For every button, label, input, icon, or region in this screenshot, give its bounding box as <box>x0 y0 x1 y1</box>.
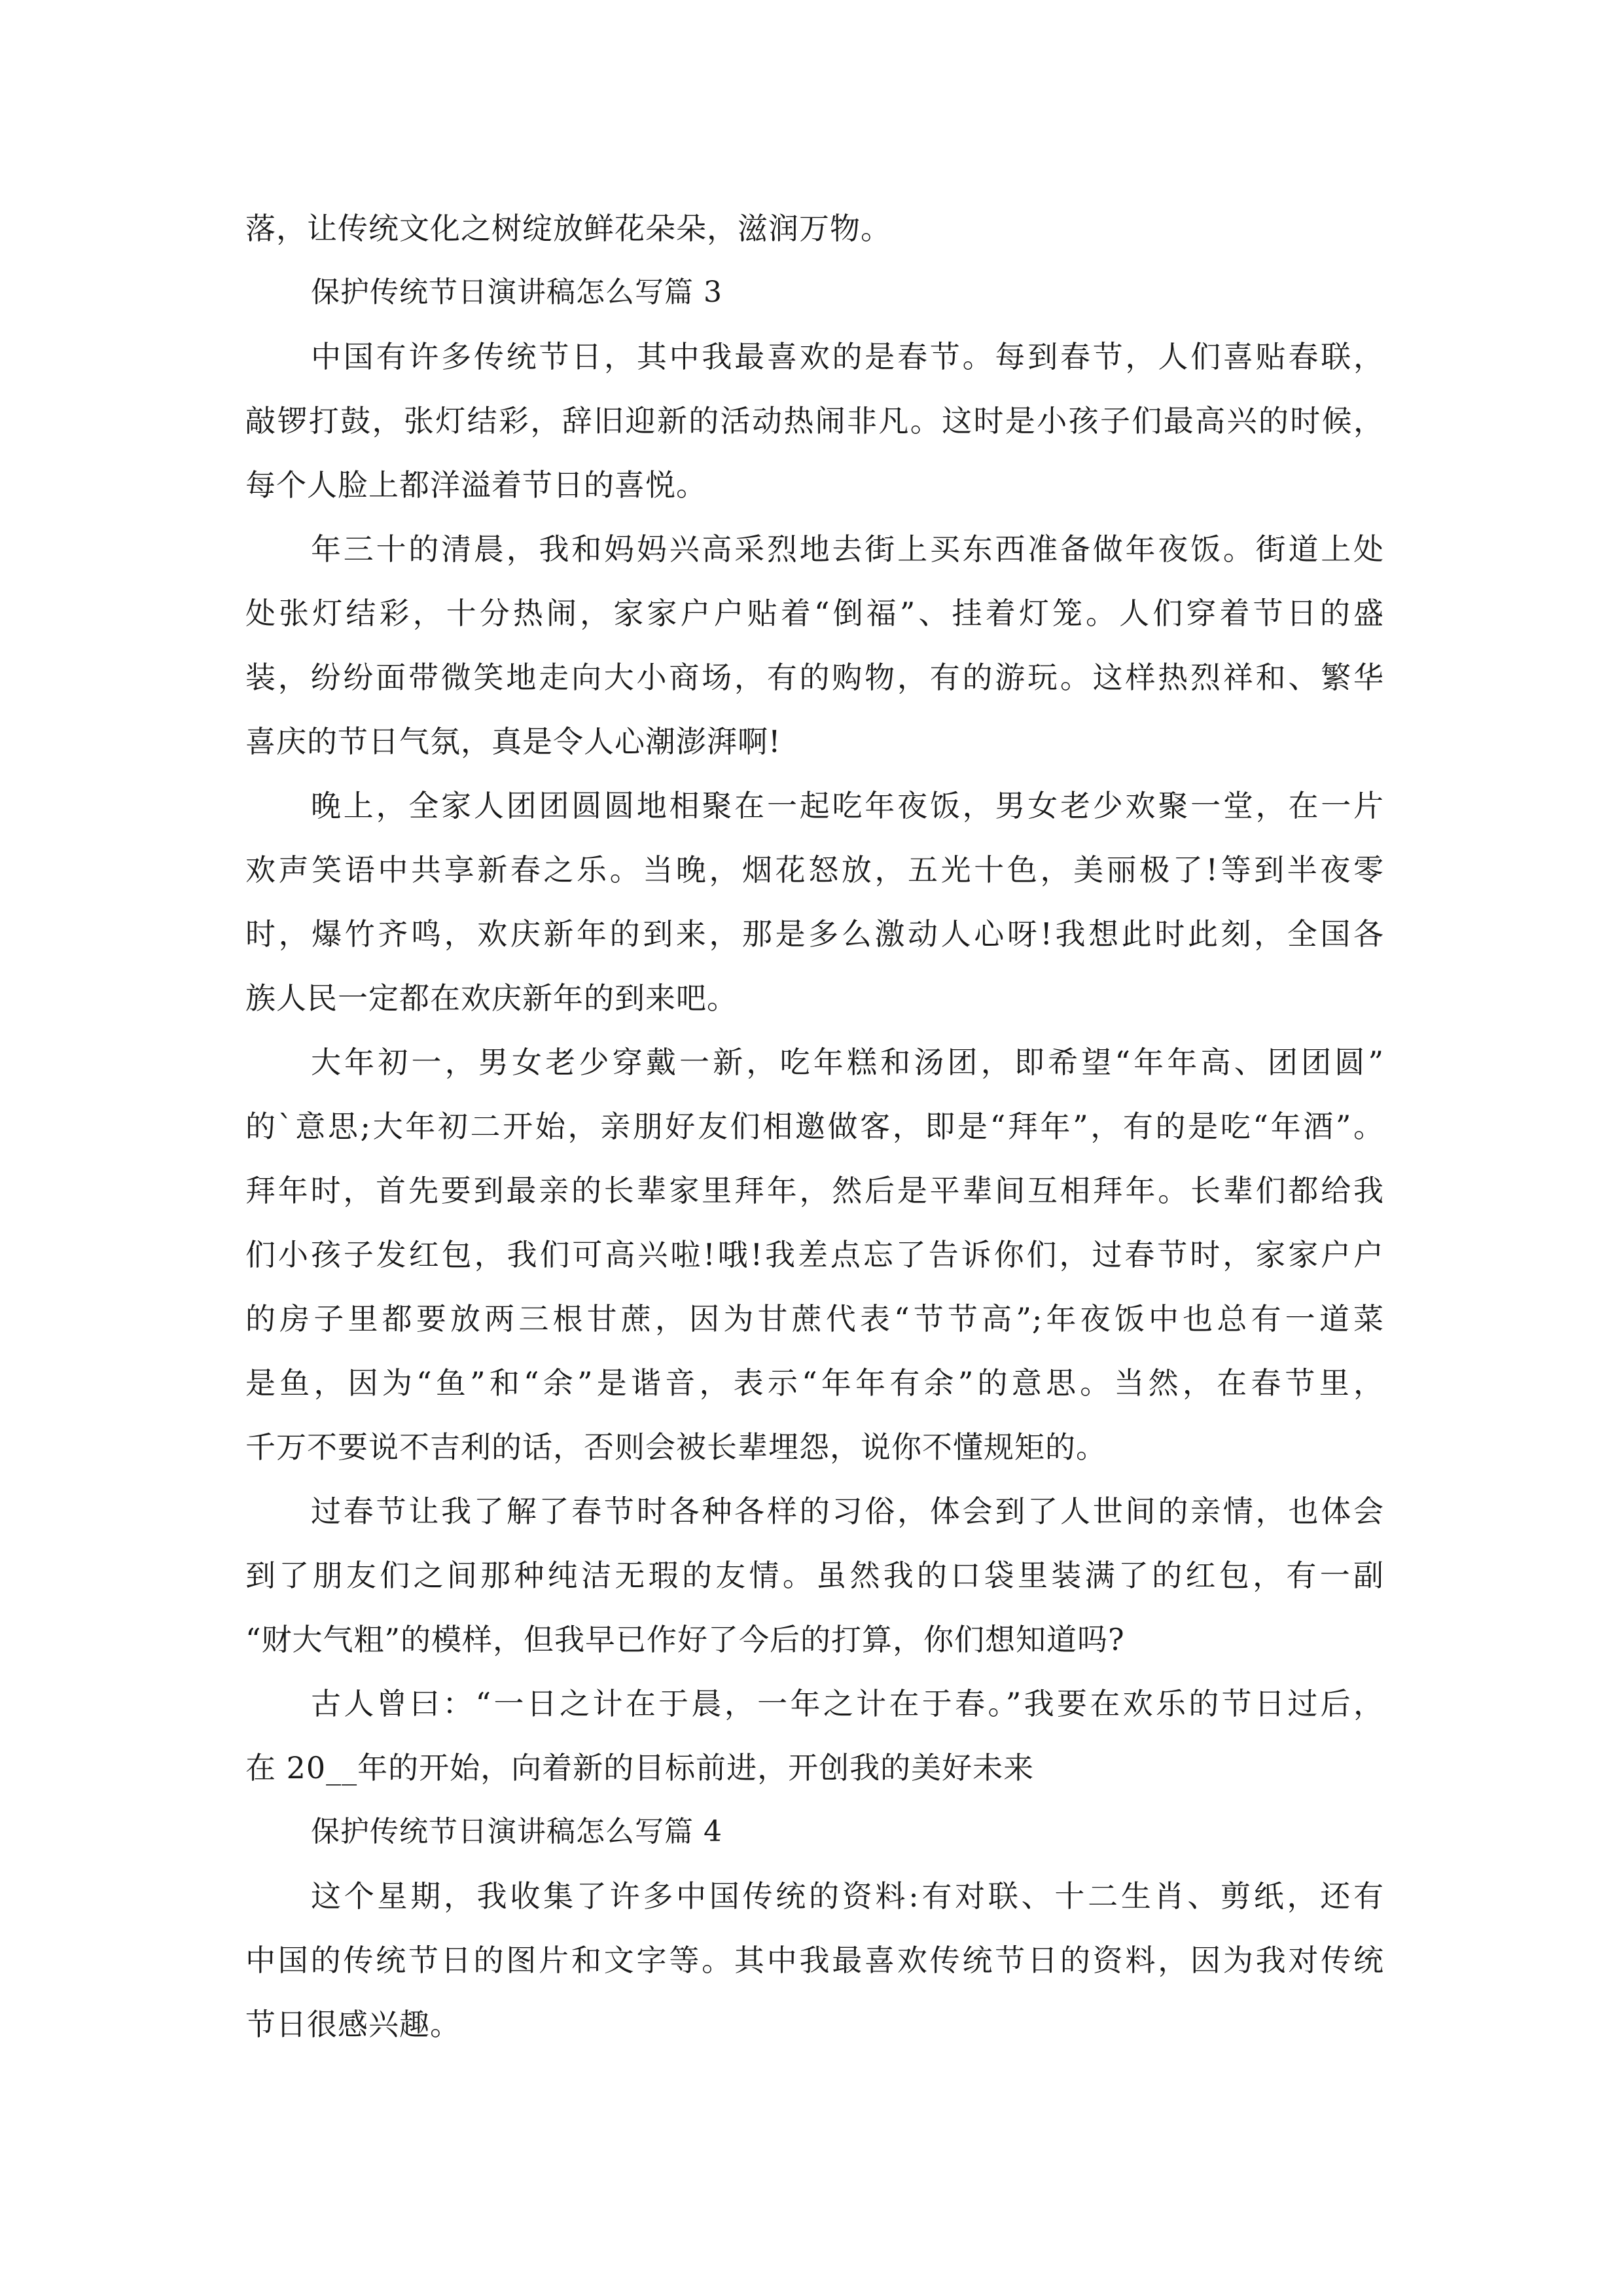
paragraph-line: 拜年时，首先要到最亲的长辈家里拜年，然后是平辈间互相拜年。长辈们都给我 <box>245 1173 1384 1208</box>
section-heading: 保护传统节日演讲稿怎么写篇 4 <box>311 1815 722 1848</box>
paragraph-line: 古人曾曰：“一日之计在于晨，一年之计在于春。”我要在欢乐的节日过后， <box>311 1686 1384 1721</box>
paragraph-line: 的`意思;大年初二开始，亲朋好友们相邀做客，即是“拜年”，有的是吃“年酒”。 <box>245 1109 1384 1144</box>
paragraph-line: 处张灯结彩，十分热闹，家家户户贴着“倒福”、挂着灯笼。人们穿着节日的盛 <box>245 596 1384 631</box>
paragraph-line: 每个人脸上都洋溢着节日的喜悦。 <box>245 467 707 503</box>
paragraph-line: 大年初一，男女老少穿戴一新，吃年糕和汤团，即希望“年年高、团团圆” <box>311 1045 1384 1080</box>
paragraph-line: 节日很感兴趣。 <box>245 2007 461 2042</box>
paragraph-line: 到了朋友们之间那种纯洁无瑕的友情。虽然我的口袋里装满了的红包，有一副 <box>245 1558 1384 1593</box>
paragraph-line: 过春节让我了解了春节时各种各样的习俗，体会到了人世间的亲情，也体会 <box>311 1494 1384 1529</box>
paragraph-line: 的房子里都要放两三根甘蔗，因为甘蔗代表“节节高”;年夜饭中也总有一道菜 <box>245 1301 1384 1336</box>
paragraph-line: 落，让传统文化之树绽放鲜花朵朵，滋润万物。 <box>245 211 891 246</box>
document-body <box>245 196 1384 2056</box>
paragraph-line: 千万不要说不吉利的话，否则会被长辈埋怨，说你不懂规矩的。 <box>245 1429 1107 1465</box>
paragraph-line: 是鱼，因为“鱼”和“余”是谐音，表示“年年有余”的意思。当然，在春节里， <box>245 1365 1384 1401</box>
paragraph-line: 喜庆的节日气氛，真是令人心潮澎湃啊! <box>245 724 781 759</box>
paragraph-line: 中国有许多传统节日，其中我最喜欢的是春节。每到春节，人们喜贴春联， <box>311 339 1384 374</box>
paragraph-line: 晚上，全家人团团圆圆地相聚在一起吃年夜饭，男女老少欢聚一堂，在一片 <box>311 788 1384 823</box>
paragraph-line: 中国的传统节日的图片和文字等。其中我最喜欢传统节日的资料，因为我对传统 <box>245 1943 1384 1978</box>
paragraph-line: 时，爆竹齐鸣，欢庆新年的到来，那是多么激动人心呀!我想此时此刻，全国各 <box>245 916 1384 952</box>
paragraph-line: 装，纷纷面带微笑地走向大小商场，有的购物，有的游玩。这样热烈祥和、繁华 <box>245 660 1384 695</box>
section-heading: 保护传统节日演讲稿怎么写篇 3 <box>311 276 722 309</box>
paragraph-line: 们小孩子发红包，我们可高兴啦!哦!我差点忘了告诉你们，过春节时，家家户户 <box>245 1237 1384 1272</box>
paragraph-line: 年三十的清晨，我和妈妈兴高采烈地去街上买东西准备做年夜饭。街道上处 <box>311 531 1384 567</box>
paragraph-line: 敲锣打鼓，张灯结彩，辞旧迎新的活动热闹非凡。这时是小孩子们最高兴的时候， <box>245 403 1384 439</box>
paragraph-line: 这个星期，我收集了许多中国传统的资料:有对联、十二生肖、剪纸，还有 <box>311 1878 1384 1914</box>
paragraph-line: 在 20__年的开始，向着新的目标前进，开创我的美好未来 <box>245 1750 1035 1785</box>
paragraph-line: 欢声笑语中共享新春之乐。当晚，烟花怒放，五光十色，美丽极了!等到半夜零 <box>245 852 1384 888</box>
paragraph-line: “财大气粗”的模样，但我早已作好了今后的打算，你们想知道吗? <box>245 1622 1125 1657</box>
paragraph-line: 族人民一定都在欢庆新年的到来吧。 <box>245 980 738 1016</box>
